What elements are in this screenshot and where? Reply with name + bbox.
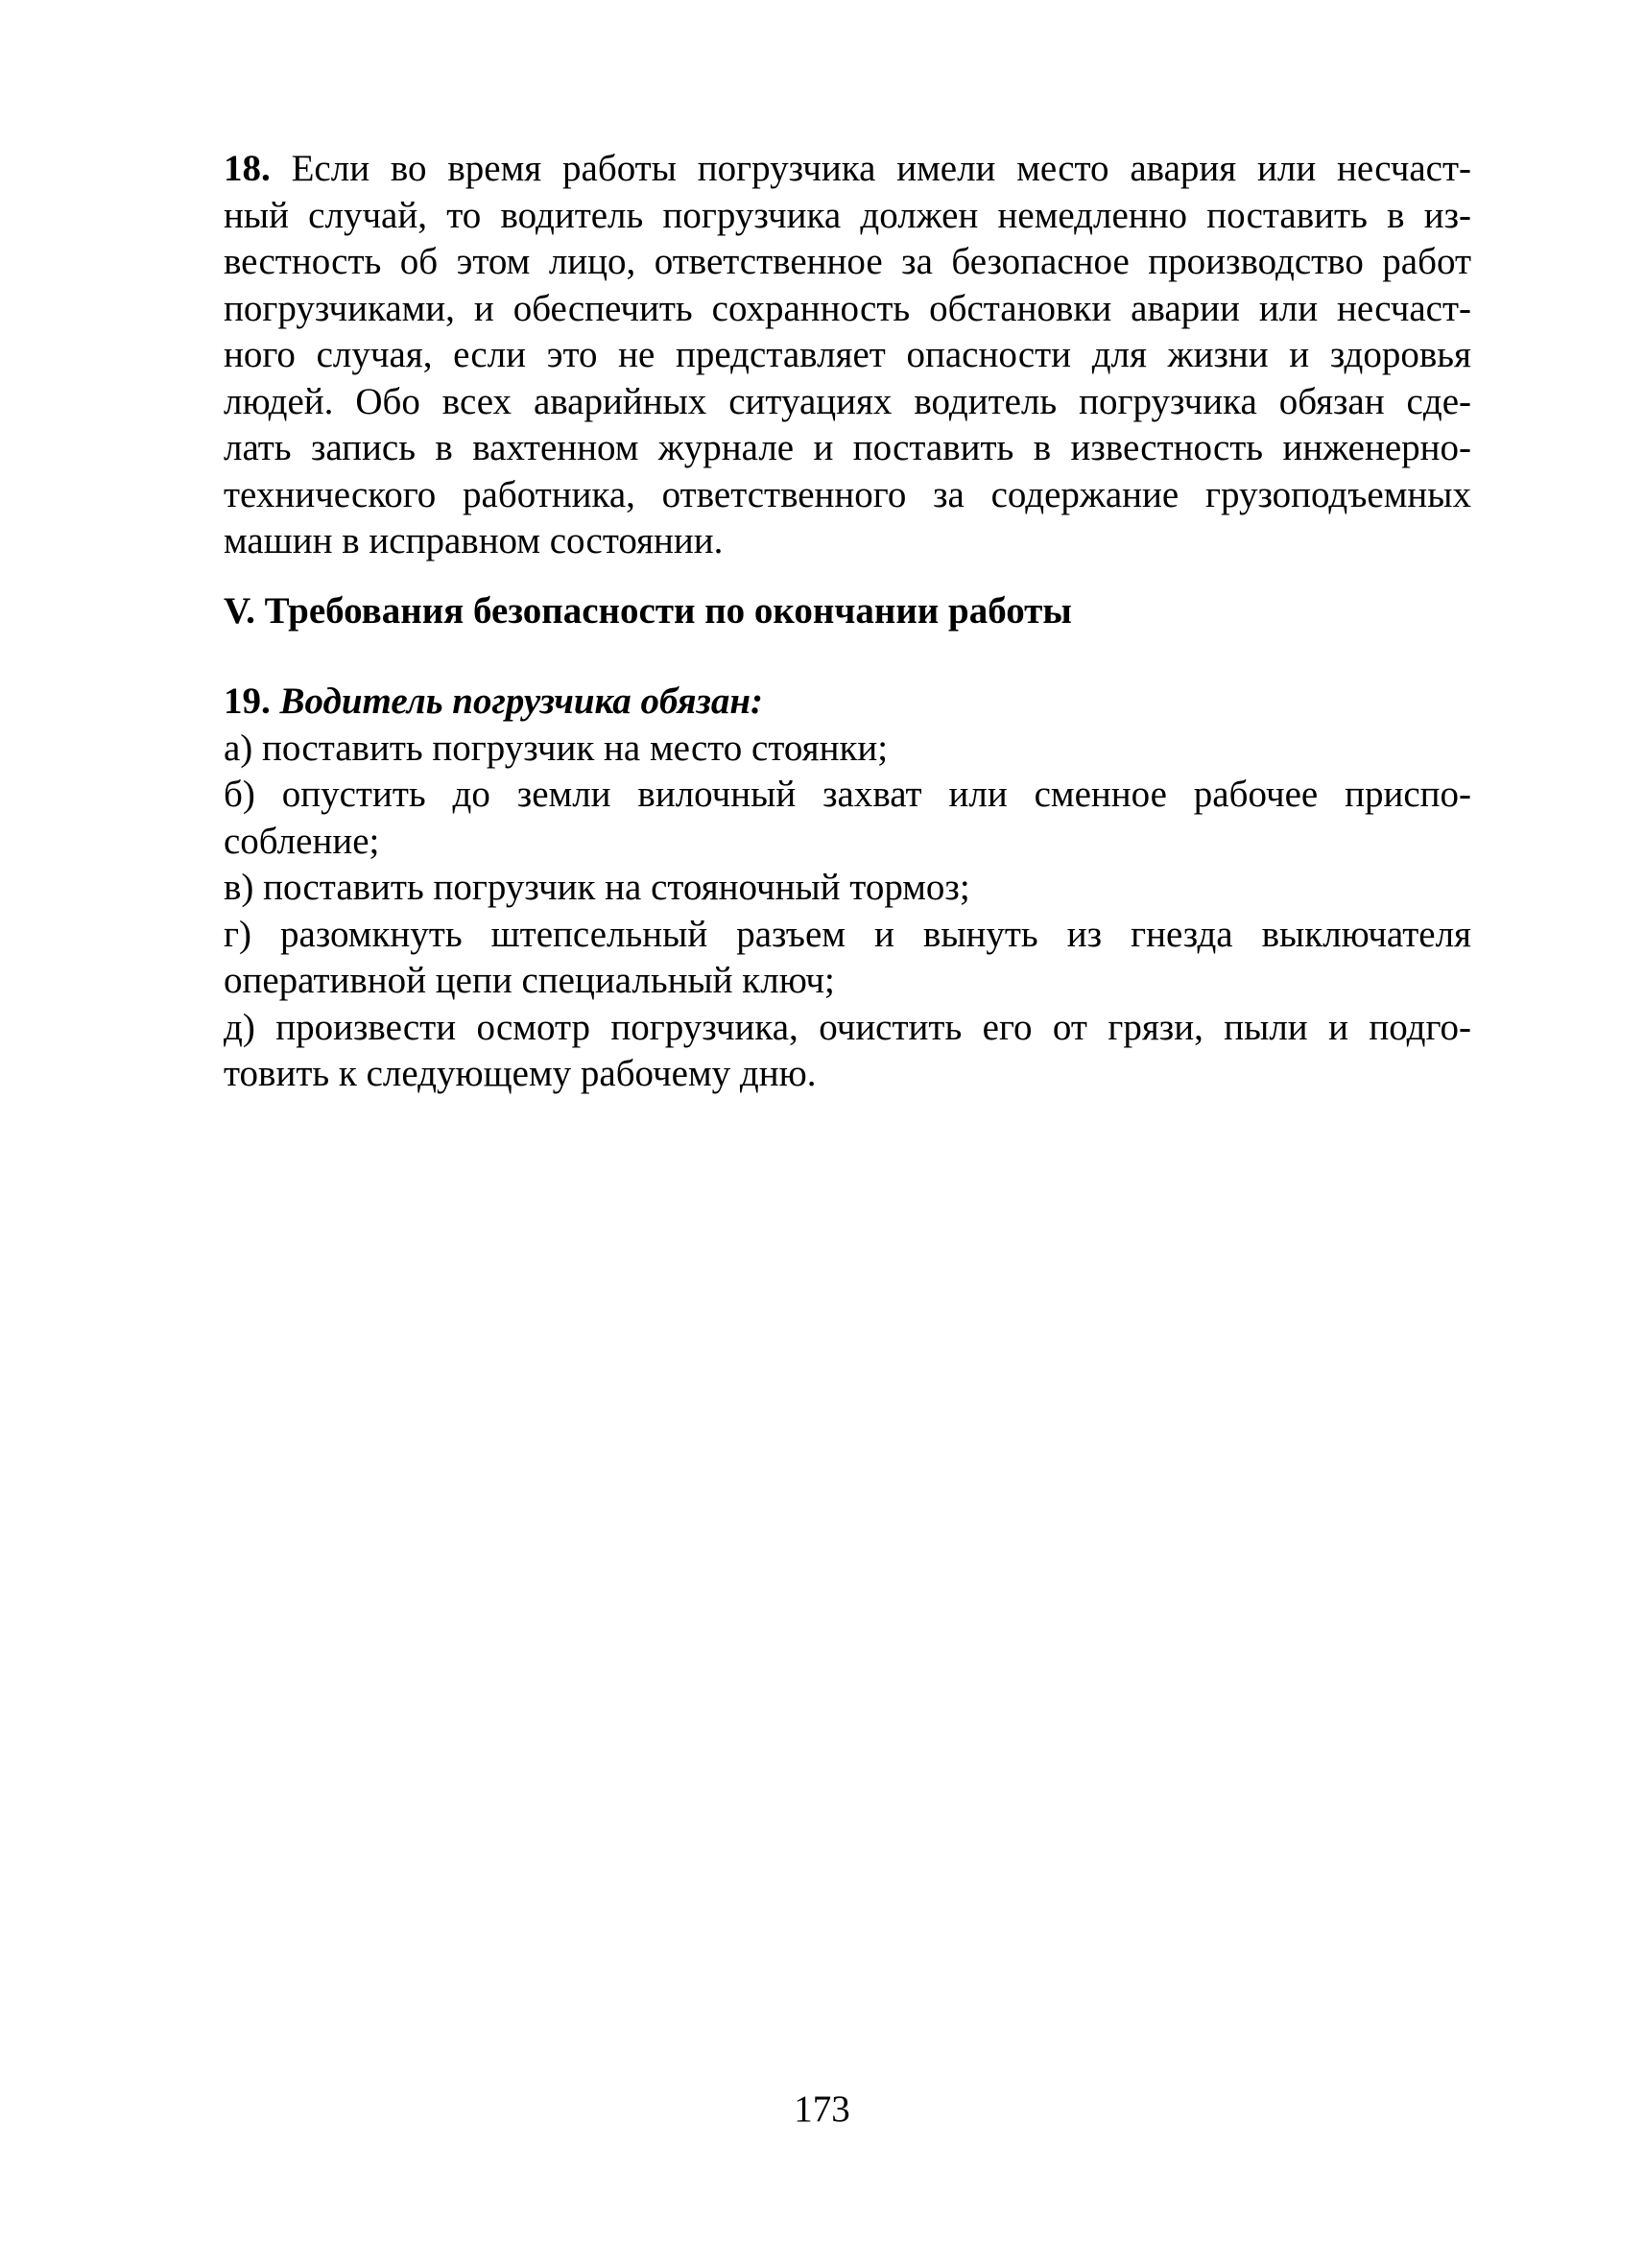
paragraph-19: [224, 679, 1471, 1098]
list-item-b-cont: [0, 819, 1471, 866]
text-line: вестность об этом лицо, ответственное за безопасное производство работ: [224, 241, 1471, 282]
line-text: Если во время работы погрузчика имели место авария или несчаст-: [291, 148, 1472, 189]
list-item-b: б) опустить до земли вилочный захват или сменное рабочее приспо-: [224, 774, 1471, 815]
line-text: собление;: [224, 820, 380, 862]
text-line: людей. Обо всех аварийных ситуациях водитель погрузчика обязан сде-: [224, 380, 1471, 422]
page-number: 173: [794, 2089, 850, 2130]
list-item-d: д) произвести осмотр погрузчика, очистить его от грязи, пыли и подго-: [224, 1006, 1471, 1048]
text-line: погрузчиками, и обеспечить сохранность обстановки аварии или несчаст-: [224, 287, 1471, 329]
list-item-g-cont: оперативной цепи специальный ключ;: [224, 960, 835, 1001]
paragraph-number: 19.: [224, 680, 271, 722]
text-line: ный случай, то водитель погрузчика должен немедленно поставить в из-: [224, 194, 1471, 236]
paragraph-title-line: [224, 679, 1471, 726]
paragraph-title: Водитель погрузчика обязан:: [279, 680, 763, 722]
paragraph-18: [224, 146, 1471, 565]
text-line: [224, 146, 1471, 193]
list-item-a: а) поставить погрузчик на место стоянки;: [224, 727, 889, 769]
list-item-v: в) поставить погрузчик на стояночный тормоз;: [224, 867, 970, 908]
text-line: ного случая, если это не представляет опасности для жизни и здоровья: [224, 334, 1471, 375]
list-item-g: г) разомкнуть штепсельный разъем и вынуть из гнезда выключателя: [224, 913, 1471, 955]
list-item-d-cont: товить к следующему рабочему дню.: [224, 1053, 817, 1094]
text-line: технического работника, ответственного за содержание грузоподъемных: [224, 473, 1471, 515]
text-line: лать запись в вахтенном журнале и поставить в известность инженерно-: [224, 427, 1471, 468]
text-line: машин в исправном состоянии.: [224, 520, 724, 561]
section-heading: V. Требования безопасности по окончании работы: [224, 590, 1072, 632]
paragraph-number: 18.: [224, 148, 271, 189]
